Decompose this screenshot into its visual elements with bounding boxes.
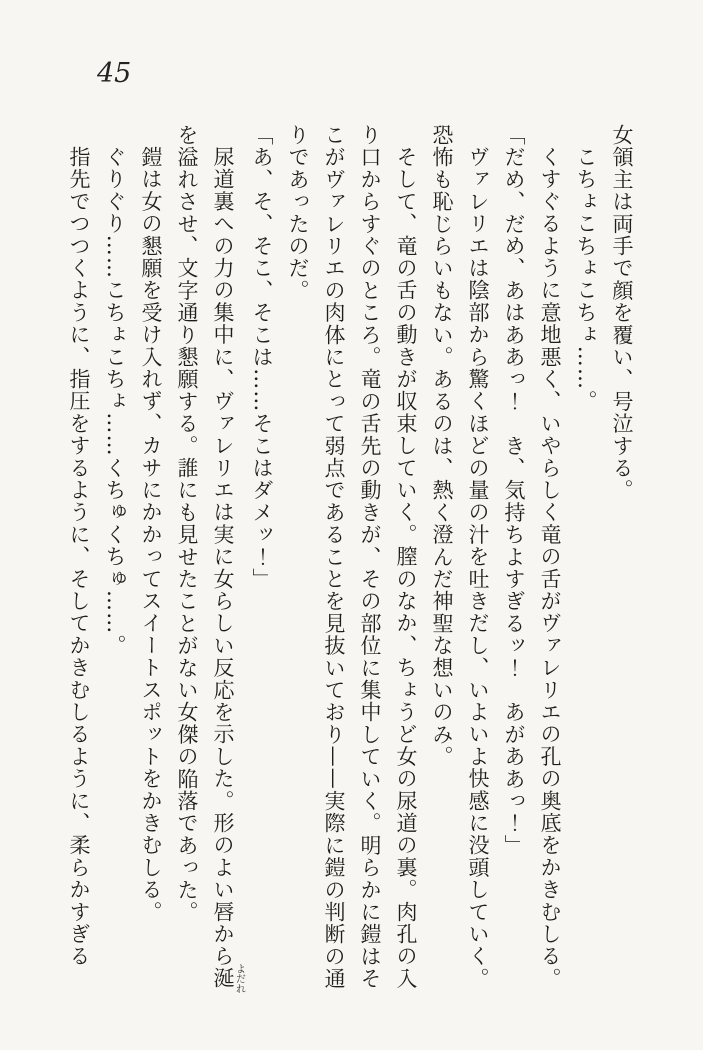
paragraph: 「あ、そ、そこ、そこは……そこはダメッ！」 (250, 124, 274, 591)
paragraph: 指先でつつくように、指圧をするように、そしてかきむしるように、柔らかすぎる (67, 146, 91, 968)
paragraph: ぐりぐり……こちょこちょ……くちゅくちゅ……。 (103, 146, 127, 657)
paragraph: 尿道裏への力の集中に、ヴァレリエは実に女らしい反応を示した。形のよい唇から涎よだれを溢れさせ、文字通り懇願する。誰にも見せたことがない女傑の陥落であった。 (175, 124, 245, 994)
paragraph: こちょこちょこちょ……。 (574, 146, 598, 413)
body-text (64, 124, 640, 996)
paragraph: 「だめ、だめ、あはああっ！ き、気持ちよすぎるッ！ あがああっ！」 (502, 124, 526, 857)
paragraph: 女領主は両手で顔を覆い、号泣する。 (610, 124, 634, 502)
paragraph: くすぐるように意地悪く、いやらしく竜の舌がヴァレリエの孔の奥底をかきむしる。 (538, 146, 562, 990)
paragraph: ヴァレリエは陰部から驚くほどの量の汁を吐きだし、いよいよ快感に没頭していく。恐怖も恥じらいもない。あるのは、熱く澄んだ神聖な想いのみ。 (430, 124, 490, 990)
ruby-annotated-word: 涎よだれ (211, 963, 245, 994)
paragraph: 鎧は女の懇願を受け入れず、カサにかかってスイートスポットをかきむしる。 (139, 146, 163, 923)
paragraph: そして、竜の舌の動きが収束していく。膣のなか、ちょうど女の尿道の裏。肉孔の入り口からすぐのところ。竜の舌先の動きが、その部位に集中していく。明らかに鎧はそこがヴァレリエの肉体にとって弱点であることを見抜いており——実際に鎧の判断の通りであったのだ。 (286, 124, 418, 990)
page-number: 45 (97, 58, 132, 89)
